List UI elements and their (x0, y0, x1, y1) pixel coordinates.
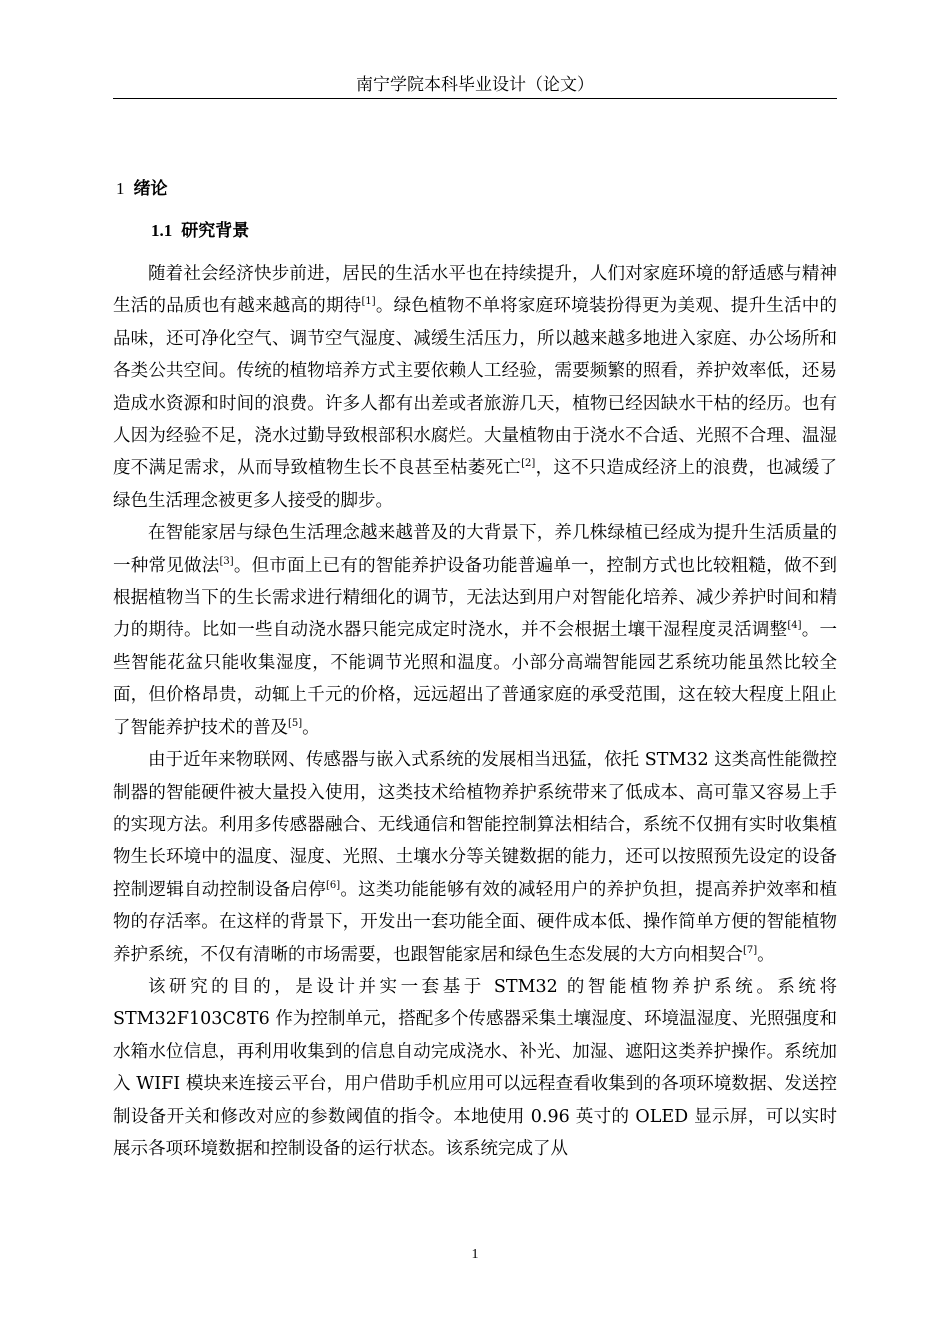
subsection-title: 研究背景 (181, 221, 250, 241)
paragraph-text: ，这不只造成经济上的浪费，也减缓了绿色生活理念被更多人接受的脚步。 (113, 458, 838, 511)
subsection-heading (151, 220, 249, 242)
citation-reference: [6] (325, 879, 341, 891)
paragraph-text: 。一些智能花盆只能收集湿度，不能调节光照和温度。小部分高端智能园艺系统功能虽然比较全面，但价格昂贵，动辄上千元的价格，远远超出了普通家庭的承受范围，这在较大程度上阻止了智能养护技术的普及 (113, 620, 838, 738)
paragraph-text: 随着社会经济快步前进，居民的生活水平也在持续提升，人们对家庭环境的舒适感与精神生活的品质也有越来越高的期待 (113, 264, 837, 317)
section-number: 1 (116, 179, 125, 198)
citation-reference: [7] (743, 944, 758, 956)
paragraph-text: 。但市面上已有的智能养护设备功能普遍单一，控制方式也比较粗糙，做不到根据植物当下的生长需求进行精细化的调节，无法达到用户对智能化培养、减少养护时间和精力的期待。比如一些自动浇水器只能完成定时浇水，并不会根据土壤干湿程度灵活调整 (113, 555, 838, 641)
citation-reference: [2] (521, 458, 536, 470)
paragraph-text: 由于近年来物联网、传感器与嵌入式系统的发展相当迅猛，依托 STM32 这类高性能微控制器的智能硬件被大量投入使用，这类技术给植物养护系统带来了低成本、高可靠又容易上手的实现方法。利用多传感器融合、无线通信和智能控制算法相结合，系统不仅拥有实时收集植物生长环境中的温度、湿度、光照、土壤水分等关键数据的能力，还可以按照预先设定的设备控制逻辑自动控制设备启停 (113, 750, 837, 900)
paragraph-text: 。 (302, 717, 320, 738)
body-paragraph (113, 258, 837, 517)
paragraph-text: 在智能家居与绿色生活理念越来越普及的大背景下，养几株绿植已经成为提升生活质量的一种常见做法 (113, 523, 837, 576)
citation-reference: [1] (361, 296, 376, 308)
citation-reference: [4] (787, 620, 802, 632)
body-paragraph (113, 744, 837, 971)
section-title: 绪论 (133, 179, 168, 199)
page-number: 1 (471, 1247, 479, 1262)
header-rule (113, 98, 837, 99)
paragraph-text: 该研究的目的，是设计并实一套基于 STM32 的智能植物养护系统。系统将 STM32F103C8T6 作为控制单元，搭配多个传感器采集土壤湿度、环境温湿度、光照强度和水箱水位信息，再利用收集到的信息自动完成浇水、补光、加湿、遮阳这类养护操作。系统加入 WIFI 模块来连接云平台，用户借助手机应用可以远程查看收集到的各项环境数据、发送控制设备开关和修改对应的参数阈值的指令。本地使用 0.96 英寸的 OLED 显示屏，可以实时展示各项环境数据和控制设备的运行状态。该系统完成了从 (113, 976, 837, 1159)
body-paragraph (113, 517, 837, 744)
running-header: 南宁学院本科毕业设计（论文） (356, 75, 594, 95)
body-text (113, 258, 837, 1165)
citation-reference: [3] (219, 555, 234, 567)
paragraph-text: 。这类功能能够有效的减轻用户的养护负担，提高养护效率和植物的存活率。在这样的背景下，开发出一套功能全面、硬件成本低、操作简单方便的智能植物养护系统，不仅有清晰的市场需要，也跟智能家居和绿色生态发展的大方向相契合 (113, 879, 838, 965)
paragraph-text: 。 (757, 944, 775, 965)
citation-reference: [5] (288, 717, 303, 729)
subsection-number: 1.1 (151, 221, 173, 240)
body-paragraph (113, 971, 837, 1165)
paragraph-text: 。绿色植物不单将家庭环境装扮得更为美观、提升生活中的品味，还可净化空气、调节空气湿度、减缓生活压力，所以越来越多地进入家庭、办公场所和各类公共空间。传统的植物培养方式主要依赖人工经验，需要频繁的照看，养护效率低，还易造成水资源和时间的浪费。许多人都有出差或者旅游几天，植物已经因缺水干枯的经历。也有人因为经验不足，浇水过勤导致根部积水腐烂。大量植物由于浇水不合适、光照不合理、温湿度不满足需求，从而导致植物生长不良甚至枯萎死亡 (113, 296, 838, 479)
section-heading (116, 178, 168, 200)
